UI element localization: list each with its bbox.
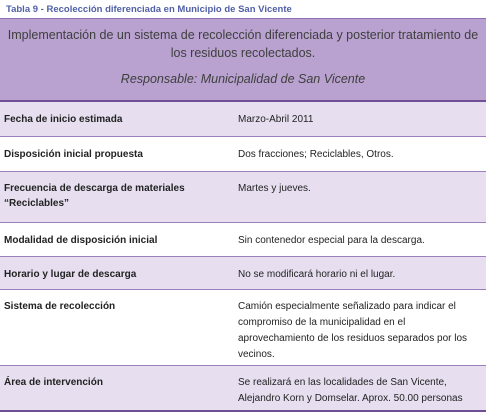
row-label: Horario y lugar de descarga <box>4 269 137 280</box>
table-caption: Tabla 9 - Recolección diferenciada en Municipio de San Vicente <box>6 4 292 15</box>
action-table <box>0 18 486 412</box>
row-value: Camión especialmente señalizado para indicar el compromiso de la municipalidad en el aprovechamiento de los residuos separados por los vecinos. <box>238 301 468 360</box>
row-value: Dos fracciones; Reciclables, Otros. <box>238 149 394 160</box>
table-row <box>0 102 486 137</box>
row-label: Fecha de inicio estimada <box>4 114 123 125</box>
table-row <box>0 257 486 290</box>
table-row <box>0 223 486 257</box>
row-value: Marzo-Abril 2011 <box>238 114 314 125</box>
row-value: Se realizará en las localidades de San Vicente, Alejandro Korn y Domselar. Aprox. 50.00 personas <box>238 377 463 404</box>
header-responsible: Responsable: Municipalidad de San Vicente <box>120 72 366 86</box>
table-row <box>0 172 486 223</box>
row-value: No se modificará horario ni el lugar. <box>238 269 396 280</box>
row-value: Martes y jueves. <box>238 183 311 194</box>
row-label: Sistema de recolección <box>4 301 116 312</box>
table-header <box>0 18 486 102</box>
row-label: Modalidad de disposición inicial <box>4 235 158 246</box>
row-label: Disposición inicial propuesta <box>4 149 143 160</box>
table-row <box>0 290 486 366</box>
row-value: Sin contenedor especial para la descarga. <box>238 235 425 246</box>
table-row <box>0 366 486 412</box>
row-label: Frecuencia de descarga de materiales “Reciclables” <box>4 183 185 209</box>
table-row <box>0 137 486 172</box>
row-label: Área de intervención <box>4 377 103 388</box>
header-title: Implementación de un sistema de recolección diferenciada y posterior tratamiento de los residuos recolectados. <box>7 28 479 60</box>
